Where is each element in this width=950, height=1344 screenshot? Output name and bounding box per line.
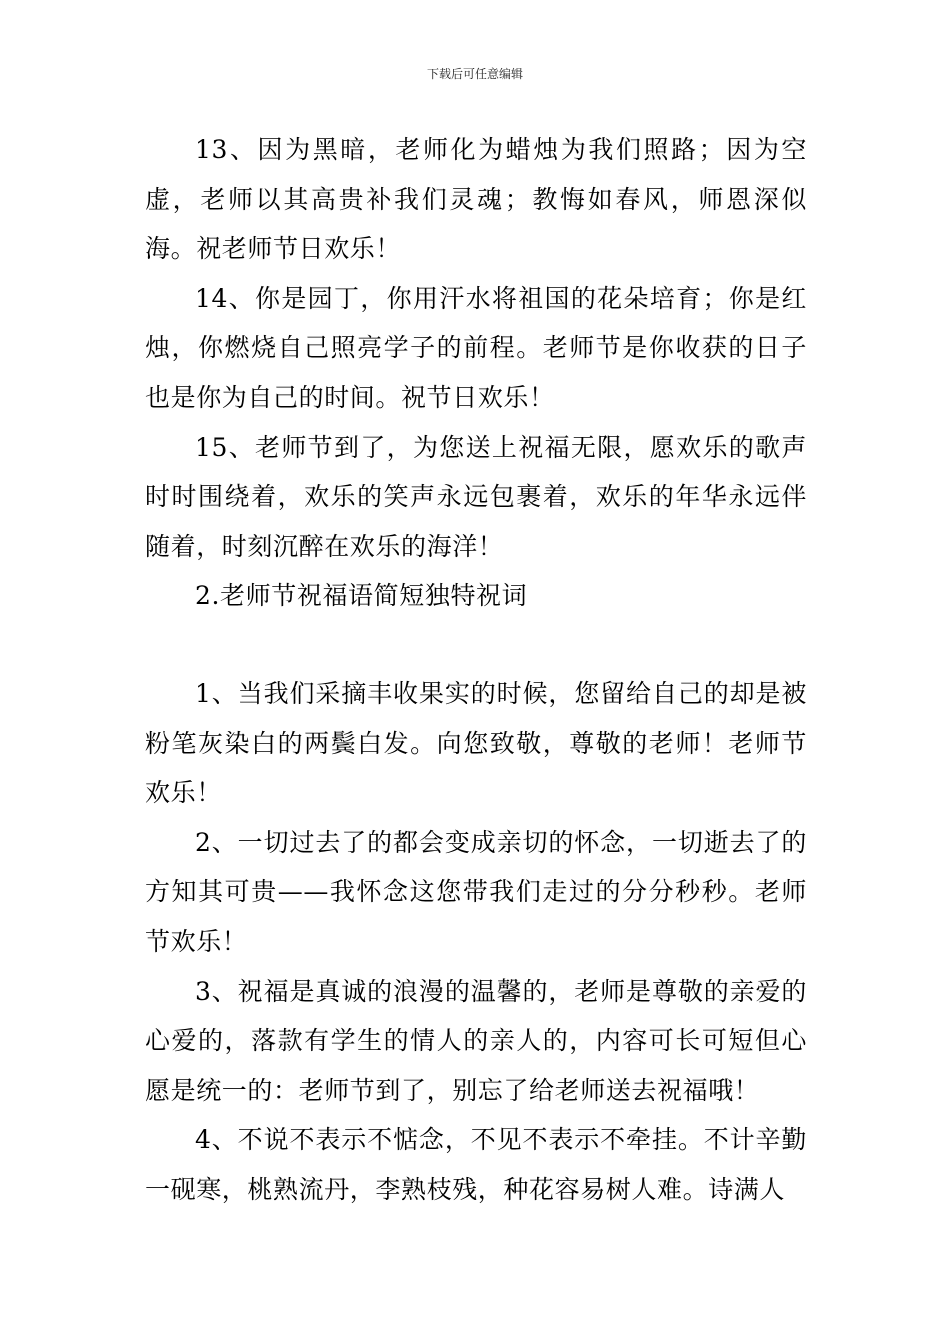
paragraph-13: 13、因为黑暗，老师化为蜡烛为我们照路；因为空虚，老师以其高贵补我们灵魂；教悔如春风，师恩深似海。祝老师节日欢乐！ (145, 135, 807, 264)
page-header: 下载后可任意编辑 (426, 67, 523, 81)
paragraph-1: 1、当我们采摘丰收果实的时候，您留给自己的却是被粉笔灰染白的两鬓白发。向您致敬，尊敬的老师！老师节欢乐！ (145, 678, 807, 808)
paragraph-14: 14、你是园丁，你用汗水将祖国的花朵培育；你是红烛，你燃烧自己照亮学子的前程。老师节是你收获的日子也是你为自己的时间。祝节日欢乐！ (145, 283, 807, 412)
paragraph-4: 4、不说不表示不惦念，不见不表示不牵挂。不计辛勤一砚寒，桃熟流丹，李熟枝残，种花容易树人难。诗满人 (145, 1125, 807, 1204)
paragraph-3: 3、祝福是真诚的浪漫的温馨的，老师是尊敬的亲爱的心爱的，落款有学生的情人的亲人的，内容可长可短但心愿是统一的：老师节到了，别忘了给老师送去祝福哦！ (145, 976, 807, 1105)
paragraph-15: 15、老师节到了，为您送上祝福无限，愿欢乐的歌声时时围绕着，欢乐的笑声永远包裹着，欢乐的年华永远伴随着，时刻沉醉在欢乐的海洋！ (145, 432, 807, 561)
section-heading: 2.老师节祝福语简短独特祝词 (195, 581, 528, 611)
document-body (145, 125, 807, 1214)
paragraph-2: 2、一切过去了的都会变成亲切的怀念，一切逝去了的方知其可贵——我怀念这您带我们走过的分分秒秒。老师节欢乐！ (145, 827, 807, 956)
